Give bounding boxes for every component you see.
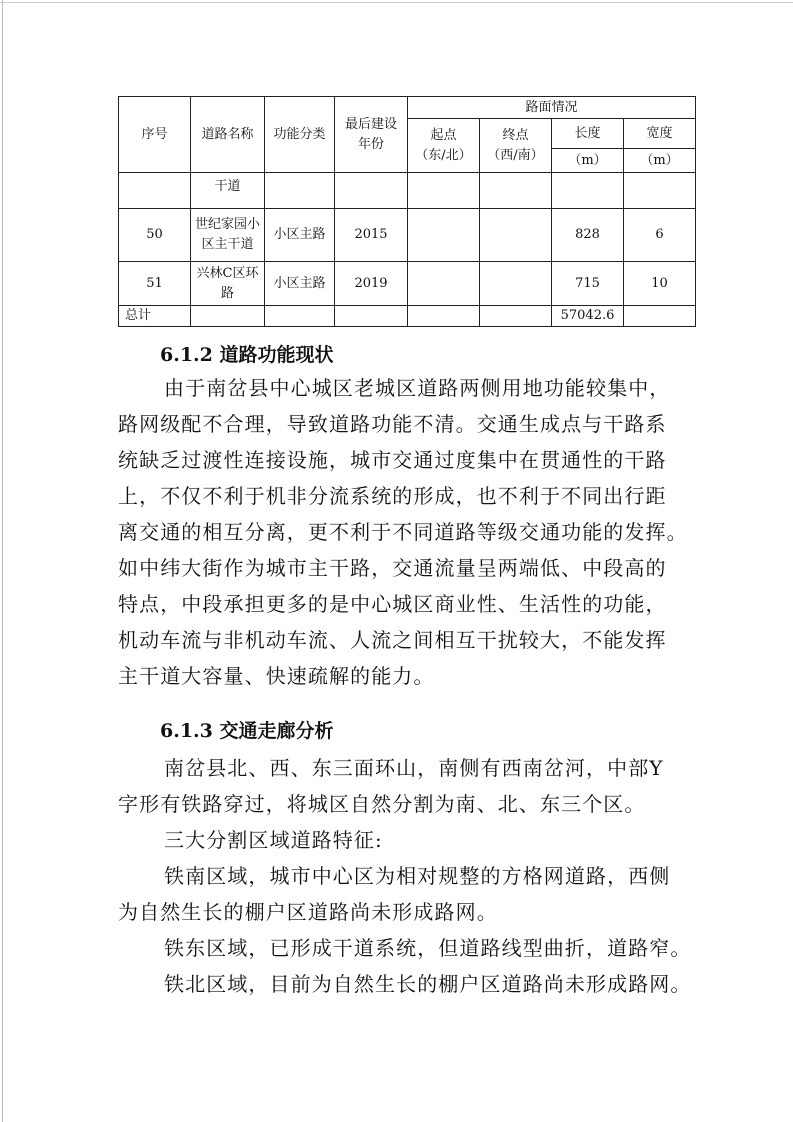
header-start-line2: （东/北） — [415, 147, 472, 163]
cell-width: 10 — [624, 262, 696, 306]
cell-length — [552, 173, 624, 209]
header-surface: 路面情况 — [408, 97, 696, 119]
cell-length: 715 — [552, 262, 624, 306]
cell-name-line1: 世纪家园小 — [194, 217, 260, 232]
header-length: 长度 — [552, 119, 624, 149]
cell-no: 50 — [119, 209, 191, 262]
cell-name-line1: 干道 — [214, 179, 241, 194]
section-body — [118, 370, 698, 694]
paragraph-line: 如中纬大街作为城市主干路，交通流量呈两端低、中段高的 — [118, 556, 667, 580]
paragraph-line: 三大分割区域道路特征: — [164, 828, 383, 852]
paragraph-line: 机动车流与非机动车流、人流之间相互干扰较大，不能发挥 — [118, 628, 667, 652]
road-table — [118, 96, 696, 327]
total-empty — [191, 306, 265, 327]
section-heading: 6.1.3 交通走廊分析 — [160, 720, 334, 742]
total-length: 57042.6 — [552, 306, 624, 327]
total-empty — [265, 306, 335, 327]
cell-no — [119, 173, 191, 209]
header-year-line1: 最后建设 — [344, 116, 397, 132]
cell-length: 828 — [552, 209, 624, 262]
paragraph-line: 铁北区域，目前为自然生长的棚户区道路尚未形成路网。 — [164, 972, 692, 996]
cell-width — [624, 173, 696, 209]
total-empty — [408, 306, 480, 327]
header-year — [335, 97, 408, 173]
header-length-unit: （m） — [552, 149, 624, 173]
header-year-line2: 年份 — [357, 136, 384, 152]
paragraph-line: 离交通的相互分离，更不利于不同道路等级交通功能的发挥。 — [118, 520, 688, 544]
cell-name — [191, 173, 265, 209]
cell-year — [335, 173, 408, 209]
paragraph-line: 铁东区域，已形成干道系统，但道路线型曲折，道路窄。 — [164, 936, 692, 960]
cell-name — [191, 262, 265, 306]
paragraph-line: 统缺乏过渡性连接设施，城市交通过度集中在贯通性的干路 — [118, 448, 667, 472]
total-empty — [624, 306, 696, 327]
header-function: 功能分类 — [265, 97, 335, 173]
header-name: 道路名称 — [191, 97, 265, 173]
cell-function: 小区主路 — [265, 209, 335, 262]
paragraph-line: 铁南区域，城市中心区为相对规整的方格网道路，西侧 — [164, 864, 671, 888]
cell-function — [265, 173, 335, 209]
paragraph-line: 为自然生长的棚户区道路尚未形成路网。 — [118, 900, 498, 924]
cell-name-line2: 区主干道 — [201, 237, 254, 252]
paragraph-line: 南岔县北、西、东三面环山，南侧有西南岔河，中部Y — [164, 756, 664, 780]
header-end-line1: 终点 — [502, 127, 529, 143]
section-body — [118, 750, 698, 1002]
header-end — [480, 119, 552, 173]
cell-end — [480, 209, 552, 262]
total-empty — [335, 306, 408, 327]
total-empty — [480, 306, 552, 327]
paragraph-line: 由于南岔县中心城区老城区道路两侧用地功能较集中， — [164, 376, 671, 400]
page-border — [2, 0, 3, 1122]
header-start-line1: 起点 — [430, 127, 457, 143]
paragraph-line: 特点，中段承担更多的是中心城区商业性、生活性的功能， — [118, 592, 667, 616]
cell-end — [480, 173, 552, 209]
paragraph-line: 主干道大容量、快速疏解的能力。 — [118, 664, 435, 688]
header-start — [408, 119, 480, 173]
paragraph-line: 上，不仅不利于机非分流系统的形成，也不利于不同出行距 — [118, 484, 667, 508]
header-no: 序号 — [119, 97, 191, 173]
cell-width: 6 — [624, 209, 696, 262]
cell-no: 51 — [119, 262, 191, 306]
cell-name-line2: 路 — [220, 285, 234, 301]
header-width-unit: （m） — [624, 149, 696, 173]
cell-end — [480, 262, 552, 306]
cell-start — [408, 209, 480, 262]
cell-start — [408, 262, 480, 306]
cell-name — [191, 209, 265, 262]
cell-function: 小区主路 — [265, 262, 335, 306]
paragraph-line: 路网级配不合理，导致道路功能不清。交通生成点与干路系 — [118, 412, 667, 436]
section-heading: 6.1.2 道路功能现状 — [160, 344, 334, 366]
cell-name-line1: 兴林C区环 — [196, 265, 259, 281]
header-end-line2: （西/南） — [487, 147, 544, 163]
cell-year: 2015 — [335, 209, 408, 262]
paragraph-line: 字形有铁路穿过，将城区自然分割为南、北、东三个区。 — [118, 792, 646, 816]
total-label: 总计 — [119, 306, 191, 327]
cell-start — [408, 173, 480, 209]
page-border-top — [0, 2, 793, 3]
header-width: 宽度 — [624, 119, 696, 149]
cell-year: 2019 — [335, 262, 408, 306]
